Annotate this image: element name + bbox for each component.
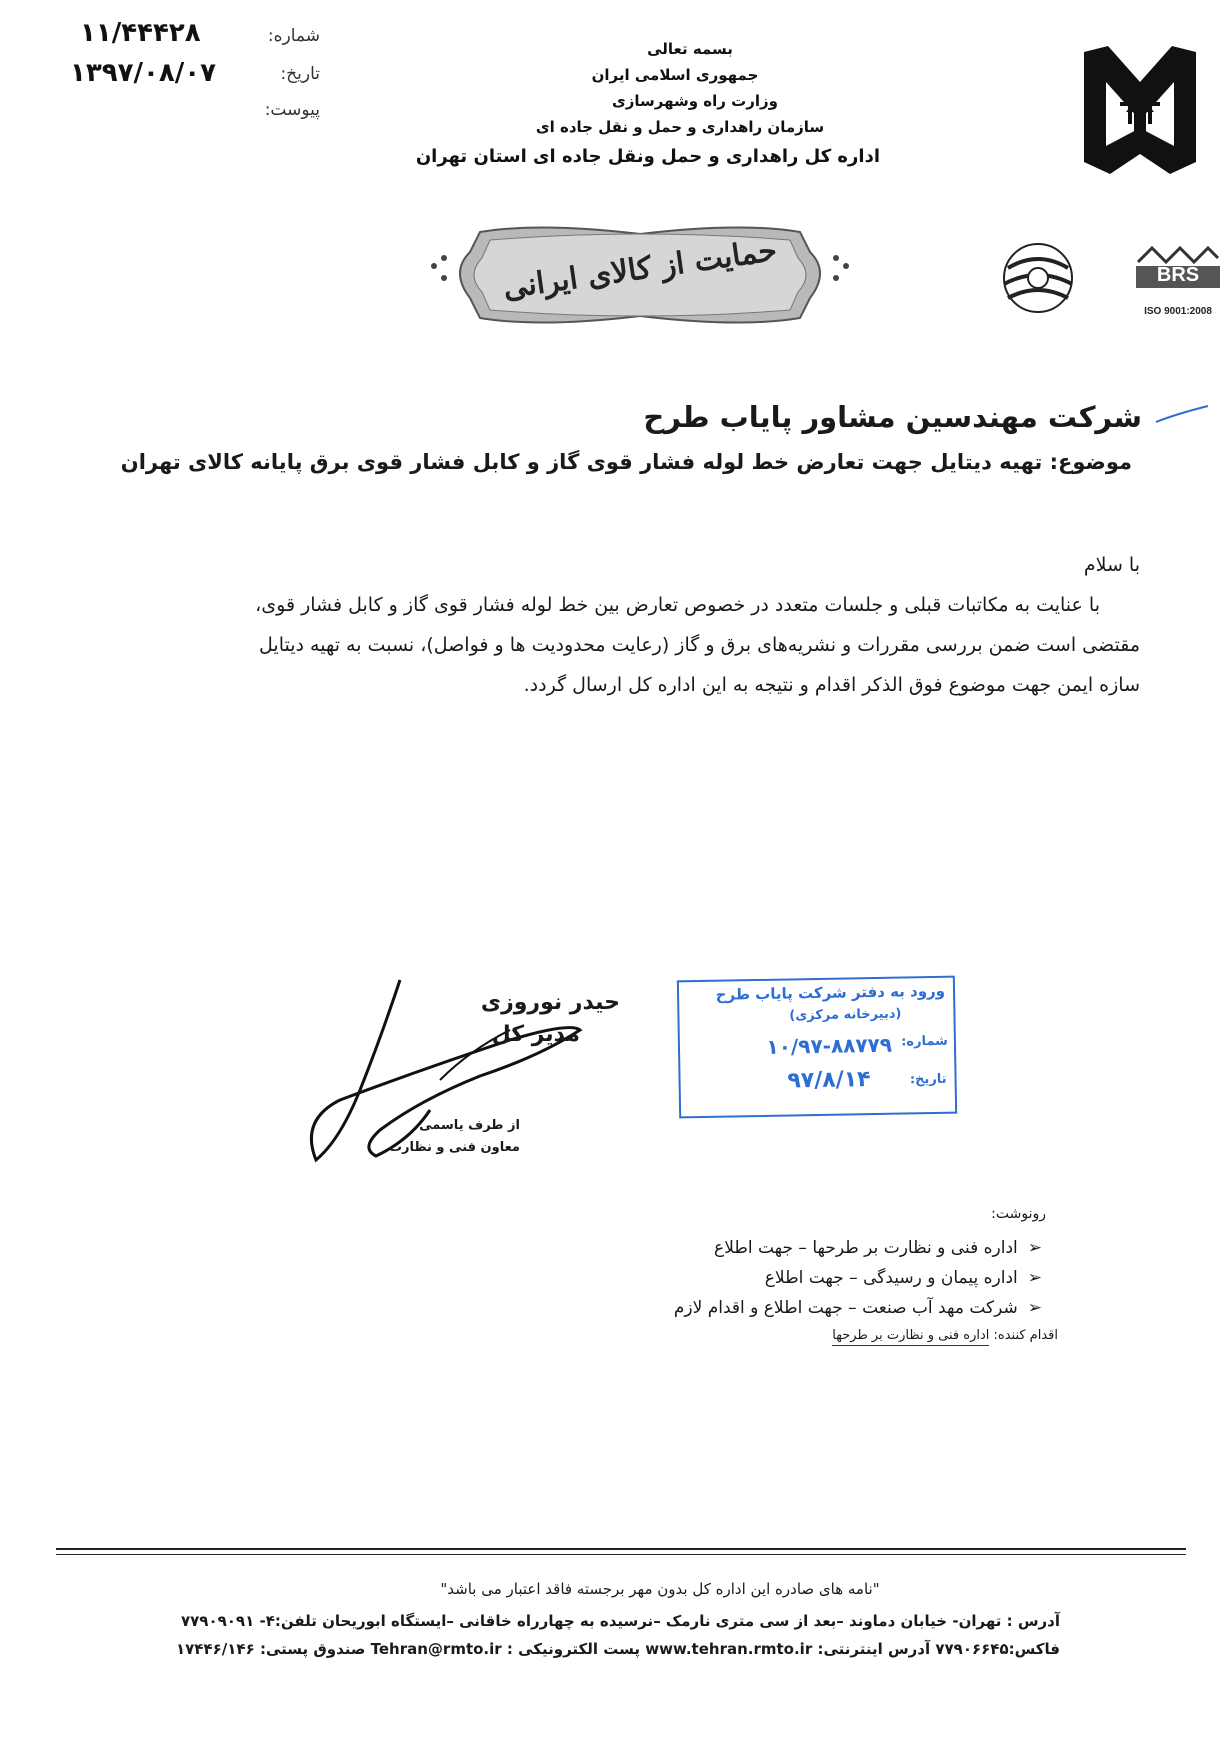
body-line-1: با عنایت به مکاتبات قبلی و جلسات متعدد در خصوص تعارض بین خط لوله فشار قوی گاز و کابل فشار قوی،	[255, 594, 1100, 616]
header-line-2: جمهوری اسلامی ایران	[591, 66, 759, 84]
body-line-3: سازه ایمن جهت موضوع فوق الذکر اقدام و نتیجه به این اداره کل ارسال گردد.	[523, 674, 1140, 696]
rmto-logo	[1078, 42, 1202, 182]
stamp-line-2: (دبیرخانه مرکزی)	[789, 1006, 902, 1024]
rmto-logo-icon	[1078, 42, 1202, 182]
stamp-line-1: ورود به دفتر شرکت پایاب طرح	[715, 981, 946, 1004]
brs-text: BRS	[1156, 264, 1200, 286]
stamp-number-value: ۱۰/۹۷-۸۸۷۷۹	[766, 1032, 893, 1059]
number-value: ۱۱/۴۴۴۲۸	[80, 18, 201, 48]
recipient: شرکت مهندسین مشاور پایاب طرح	[643, 400, 1142, 434]
cc-item-text: اداره پیمان و رسیدگی – جهت اطلاع	[764, 1268, 1018, 1288]
meta-block	[70, 18, 320, 128]
footer-rule-bottom	[56, 1554, 1186, 1555]
signatory-title: مدیر کل	[491, 1022, 580, 1047]
check-arrow-icon: ➢	[1027, 1268, 1042, 1288]
footer-contact: فاکس:۷۷۹۰۶۶۴۵ آدرس اینترنتی: www.tehran.rmto.ir پست الکترونیکی : Tehran@rmto.ir صندوق پستی: ۱۷۴۴۶/۱۴۶	[176, 1640, 1060, 1658]
signature-block	[280, 960, 620, 1180]
letter-body	[140, 545, 1140, 705]
letterhead	[415, 40, 880, 167]
date-label: تاریخ:	[280, 64, 320, 84]
attachment-label: پیوست:	[264, 100, 320, 120]
recipient-mark	[1152, 404, 1212, 426]
body-line-2: مقتضی است ضمن بررسی مقررات و نشریه‌های برق و گاز (رعایت محدودیت ها و فواصل)، نسبت به تهیه دیتایل	[259, 634, 1140, 656]
footer-rule-top	[56, 1548, 1186, 1550]
iso-seal-icon	[990, 238, 1086, 322]
header-line-4: سازمان راهداری و حمل و نقل جاده ای	[535, 118, 825, 136]
header-line-5: اداره کل راهداری و حمل ونقل جاده ای استان تهران	[415, 146, 880, 167]
check-arrow-icon: ➢	[1027, 1298, 1042, 1318]
check-arrow-icon: ➢	[1027, 1238, 1042, 1258]
stamp-date-label: تاریخ:	[909, 1071, 947, 1088]
number-label: شماره:	[267, 26, 320, 46]
receipt-stamp	[677, 976, 957, 1119]
banner-calligraphy-text: حمایت از کالای ایرانی	[500, 232, 780, 307]
header-line-3: وزارت راه وشهرسازی	[612, 92, 778, 110]
stamp-date-value: ۹۷/۸/۱۴	[787, 1067, 871, 1094]
signatory-name: حیدر نوروزی	[480, 990, 620, 1015]
action-value: اداره فنی و نظارت بر طرحها	[832, 1328, 989, 1346]
footer	[60, 1580, 1060, 1658]
cc-section	[580, 1206, 1058, 1343]
cc-item	[580, 1268, 1042, 1288]
greeting: با سلام	[1083, 554, 1140, 576]
brs-logo	[1132, 242, 1224, 326]
footer-address: آدرس : تهران- خیابان دماوند –بعد از سی متری نارمک –نرسیده به چهارراه خاقانی –ایستگاه ابوریحان تلفن:۴- ۷۷۹۰۹۰۹۱	[180, 1612, 1060, 1630]
header-line-1: بسمه تعالی	[647, 40, 733, 58]
footer-note: "نامه های صادره این اداره کل بدون مهر برجسته فاقد اعتبار می باشد"	[440, 1580, 880, 1598]
date-value: ۱۳۹۷/۰۸/۰۷	[70, 58, 216, 88]
cc-item	[580, 1238, 1042, 1258]
cc-item-text: شرکت مهد آب صنعت – جهت اطلاع و اقدام لازم	[673, 1298, 1018, 1318]
iso-seal	[990, 238, 1086, 322]
cc-item-text: اداره فنی و نظارت بر طرحها – جهت اطلاع	[714, 1238, 1018, 1258]
on-behalf-note: از طرف یاسمی	[419, 1118, 520, 1133]
cc-title: رونوشت:	[991, 1206, 1046, 1222]
subject-line: موضوع: تهیه دیتایل جهت تعارض خط لوله فشار قوی گاز و کابل فشار قوی برق پایانه کالای تهران	[120, 450, 1132, 474]
action-label: اقدام کننده:	[993, 1328, 1058, 1343]
cc-item	[580, 1298, 1042, 1318]
national-product-banner	[420, 222, 860, 328]
deputy-title: معاون فنی و نظارت	[388, 1140, 520, 1155]
action-line	[580, 1328, 1058, 1343]
stamp-number-label: شماره:	[901, 1033, 949, 1050]
iso-certification-text: ISO 9001:2008	[1144, 306, 1212, 317]
